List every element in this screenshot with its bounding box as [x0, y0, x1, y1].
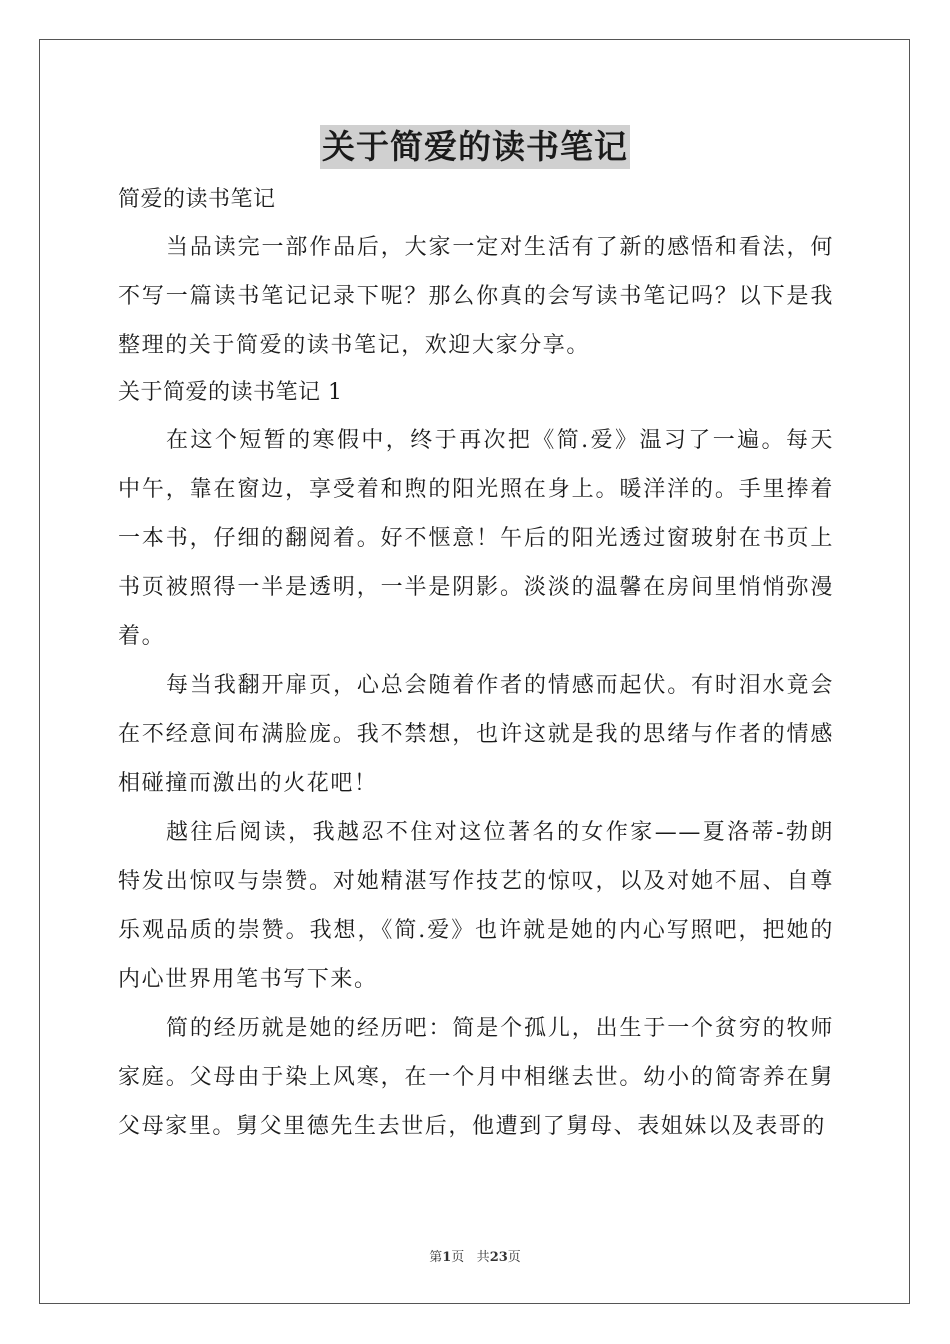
section-heading: 关于简爱的读书笔记 1 [118, 380, 343, 405]
body-paragraph: 简的经历就是她的经历吧：简是个孤儿，出生于一个贫穷的牧师家庭。父母由于染上风寒，在一个月中相继去世。幼小的简寄养在舅父母家里。舅父里德先生去世后，他遭到了舅母、表姐妹以及表哥的 [118, 1016, 834, 1139]
total-suffix: 页 [507, 1250, 521, 1265]
page-prefix: 第 [429, 1250, 443, 1265]
page-suffix: 页 [451, 1250, 465, 1265]
document-body [118, 177, 834, 1151]
title-container [0, 125, 950, 169]
total-pages: 23 [489, 1250, 508, 1265]
page-number: 1 [442, 1250, 452, 1265]
page-footer [0, 1246, 950, 1265]
intro-paragraph: 当品读完一部作品后，大家一定对生活有了新的感悟和看法，何不写一篇读书笔记记录下呢？那么你真的会写读书笔记吗？以下是我整理的关于简爱的读书笔记，欢迎大家分享。 [118, 235, 834, 358]
body-paragraph: 在这个短暂的寒假中，终于再次把《简.爱》温习了一遍。每天中午，靠在窗边，享受着和煦的阳光照在身上。暖洋洋的。手里捧着一本书，仔细的翻阅着。好不惬意！午后的阳光透过窗玻射在书页上书页被照得一半是透明，一半是阴影。淡淡的温馨在房间里悄悄弥漫着。 [118, 428, 834, 649]
document-subtitle: 简爱的读书笔记 [118, 187, 276, 212]
body-paragraph: 每当我翻开扉页，心总会随着作者的情感而起伏。有时泪水竟会在不经意间布满脸庞。我不禁想，也许这就是我的思绪与作者的情感相碰撞而激出的火花吧！ [118, 673, 834, 796]
document-title: 关于简爱的读书笔记 [320, 125, 630, 169]
total-prefix: 共 [476, 1250, 490, 1265]
body-paragraph: 越往后阅读，我越忍不住对这位著名的女作家——夏洛蒂-勃朗特发出惊叹与崇赞。对她精湛写作技艺的惊叹，以及对她不屈、自尊乐观品质的崇赞。我想，《简.爱》也许就是她的内心写照吧，把她的内心世界用笔书写下来。 [118, 820, 834, 992]
